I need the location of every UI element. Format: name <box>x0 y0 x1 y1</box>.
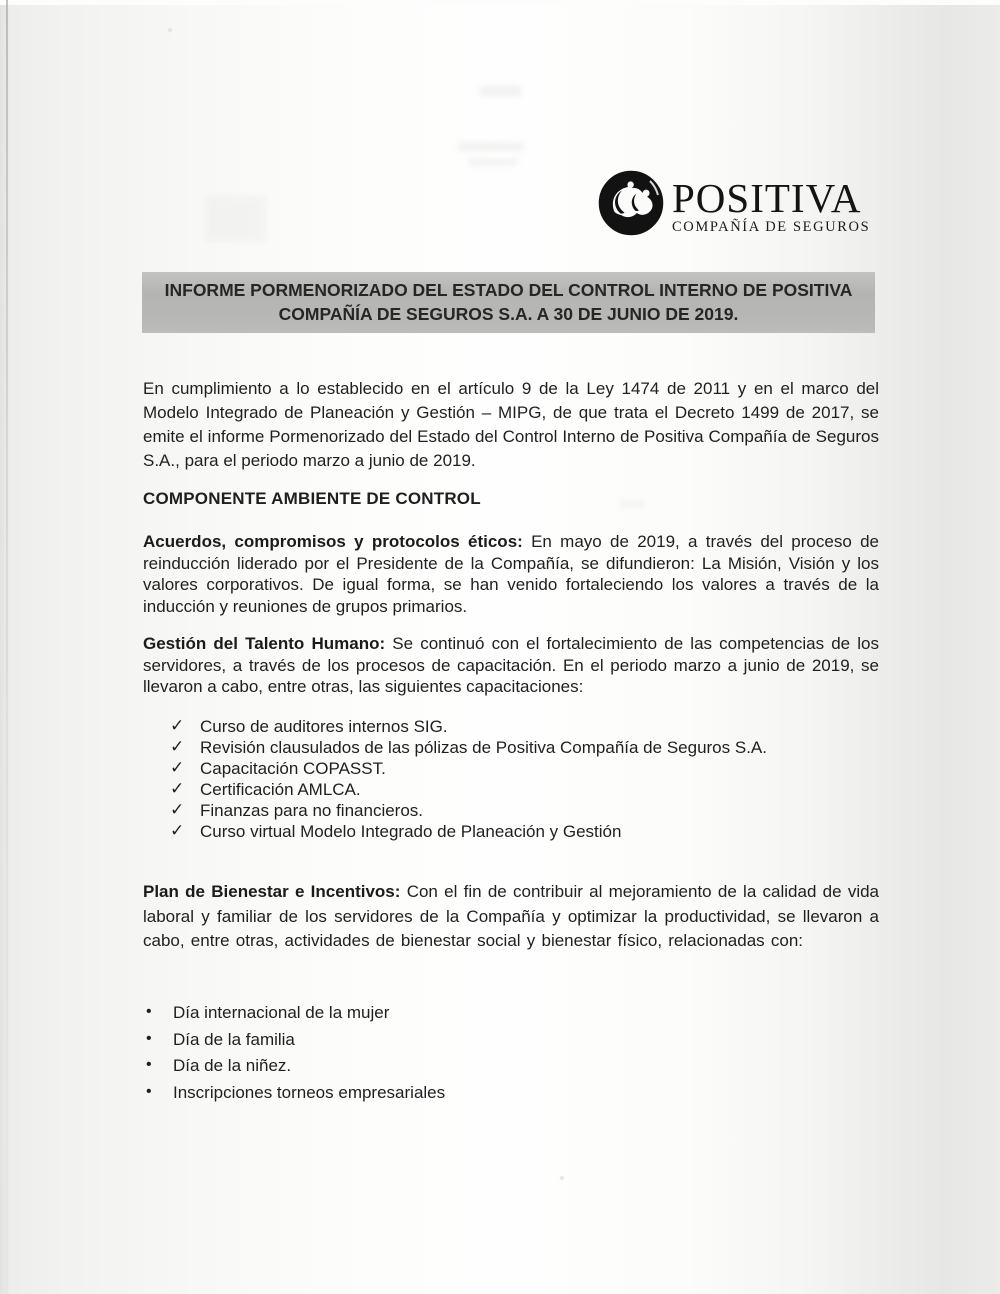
paragraph-talento-lead: Gestión del Talento Humano: <box>143 634 386 653</box>
list-item <box>143 821 879 842</box>
scan-artifact <box>468 158 518 166</box>
checkmark-icon: ✓ <box>170 758 185 778</box>
list-item <box>143 1080 879 1107</box>
list-item <box>143 1000 879 1027</box>
list-item <box>143 758 879 779</box>
logo-brand: POSITIVA <box>672 175 862 221</box>
list-item-label: Día de la familia <box>173 1029 295 1049</box>
list-item-label: Revisión clausulados de las pólizas de Positiva Compañía de Seguros S.A. <box>200 738 767 757</box>
paragraph-acuerdos <box>143 531 879 617</box>
bullet-icon: • <box>146 1029 152 1047</box>
list-item-label: Inscripciones torneos empresariales <box>173 1082 446 1102</box>
paragraph-bienestar-lead: Plan de Bienestar e Incentivos: <box>143 882 401 901</box>
paragraph-talento-body: Se continuó con el fortalecimiento de las competencias de los servidores, a través de los procesos de capacitación. En el periodo marzo a junio de 2019, se llevaron a cabo, entre otras, las siguientes capacitaciones: <box>143 634 879 696</box>
scan-artifact <box>458 142 524 151</box>
logo-tagline: COMPAÑÍA DE SEGUROS <box>672 219 871 235</box>
list-item-label: Finanzas para no financieros. <box>200 801 424 820</box>
checkmark-icon: ✓ <box>170 737 185 757</box>
list-item-label: Certificación AMLCA. <box>200 780 361 799</box>
checkmark-icon: ✓ <box>170 779 185 799</box>
list-item-label: Curso de auditores internos SIG. <box>200 717 448 736</box>
paragraph-acuerdos-body: En mayo de 2019, a través del proceso de reinducción liderado por el Presidente de la Compañía, se difundieron: La Misión, Visión y los valores corporativos. De igual forma, se han venido fortaleciendo los valores a través de la inducción y reuniones de grupos primarios. <box>143 532 879 616</box>
list-item <box>143 779 879 800</box>
list-item <box>143 800 879 821</box>
bullet-icon: • <box>146 1056 152 1073</box>
bullet-icon: • <box>146 1082 152 1100</box>
list-item-label: Curso virtual Modelo Integrado de Planeación y Gestión <box>200 822 622 841</box>
checkmark-icon: ✓ <box>170 800 185 820</box>
scan-edge-shadow <box>6 0 8 1294</box>
paragraph-bienestar <box>143 880 879 954</box>
checkmark-icon: ✓ <box>170 716 185 736</box>
list-item-label: Día internacional de la mujer <box>173 1003 390 1022</box>
positiva-logo-icon <box>598 170 664 236</box>
list-item <box>143 1027 879 1054</box>
list-item <box>143 716 879 737</box>
scan-artifact <box>480 86 522 96</box>
capacitaciones-list <box>143 716 879 842</box>
checkmark-icon: ✓ <box>170 821 185 841</box>
paragraph-acuerdos-lead: Acuerdos, compromisos y protocolos éticos: <box>143 532 523 551</box>
paragraph-talento <box>143 633 879 698</box>
title-banner-line2: COMPAÑÍA DE SEGUROS S.A. A 30 DE JUNIO DE 2019. <box>278 304 739 324</box>
section-heading: COMPONENTE AMBIENTE DE CONTROL <box>143 489 481 508</box>
bullet-icon: • <box>146 1003 152 1020</box>
title-banner <box>142 272 875 333</box>
scan-artifact <box>560 1176 564 1180</box>
intro-paragraph: En cumplimiento a lo establecido en el artículo 9 de la Ley 1474 de 2011 y en el marco del Modelo Integrado de Planeación y Gestión – MIPG, de que trata el Decreto 1499 de 2017, se emite el informe Pormenorizado del Estado del Control Interno de Positiva Compañía de Seguros S.A., para el periodo marzo a junio de 2019. <box>143 379 879 470</box>
list-item <box>143 737 879 758</box>
list-item-label: Día de la niñez. <box>173 1056 292 1075</box>
list-item <box>143 1053 879 1080</box>
list-item-label: Capacitación COPASST. <box>200 759 386 778</box>
logo <box>598 170 870 236</box>
scan-artifact <box>168 28 172 32</box>
logo-text <box>672 170 870 236</box>
scan-artifact <box>205 196 267 242</box>
title-banner-line1: INFORME PORMENORIZADO DEL ESTADO DEL CONTROL INTERNO DE POSITIVA <box>164 280 853 300</box>
actividades-list <box>143 1000 879 1106</box>
paragraph-bienestar-body: Con el fin de contribuir al mejoramiento de la calidad de vida laboral y familiar de los servidores de la Compañía y optimizar la productividad, se llevaron a cabo, entre otras, actividades de bienestar social y bienestar físico, relacionadas con: <box>143 882 880 950</box>
